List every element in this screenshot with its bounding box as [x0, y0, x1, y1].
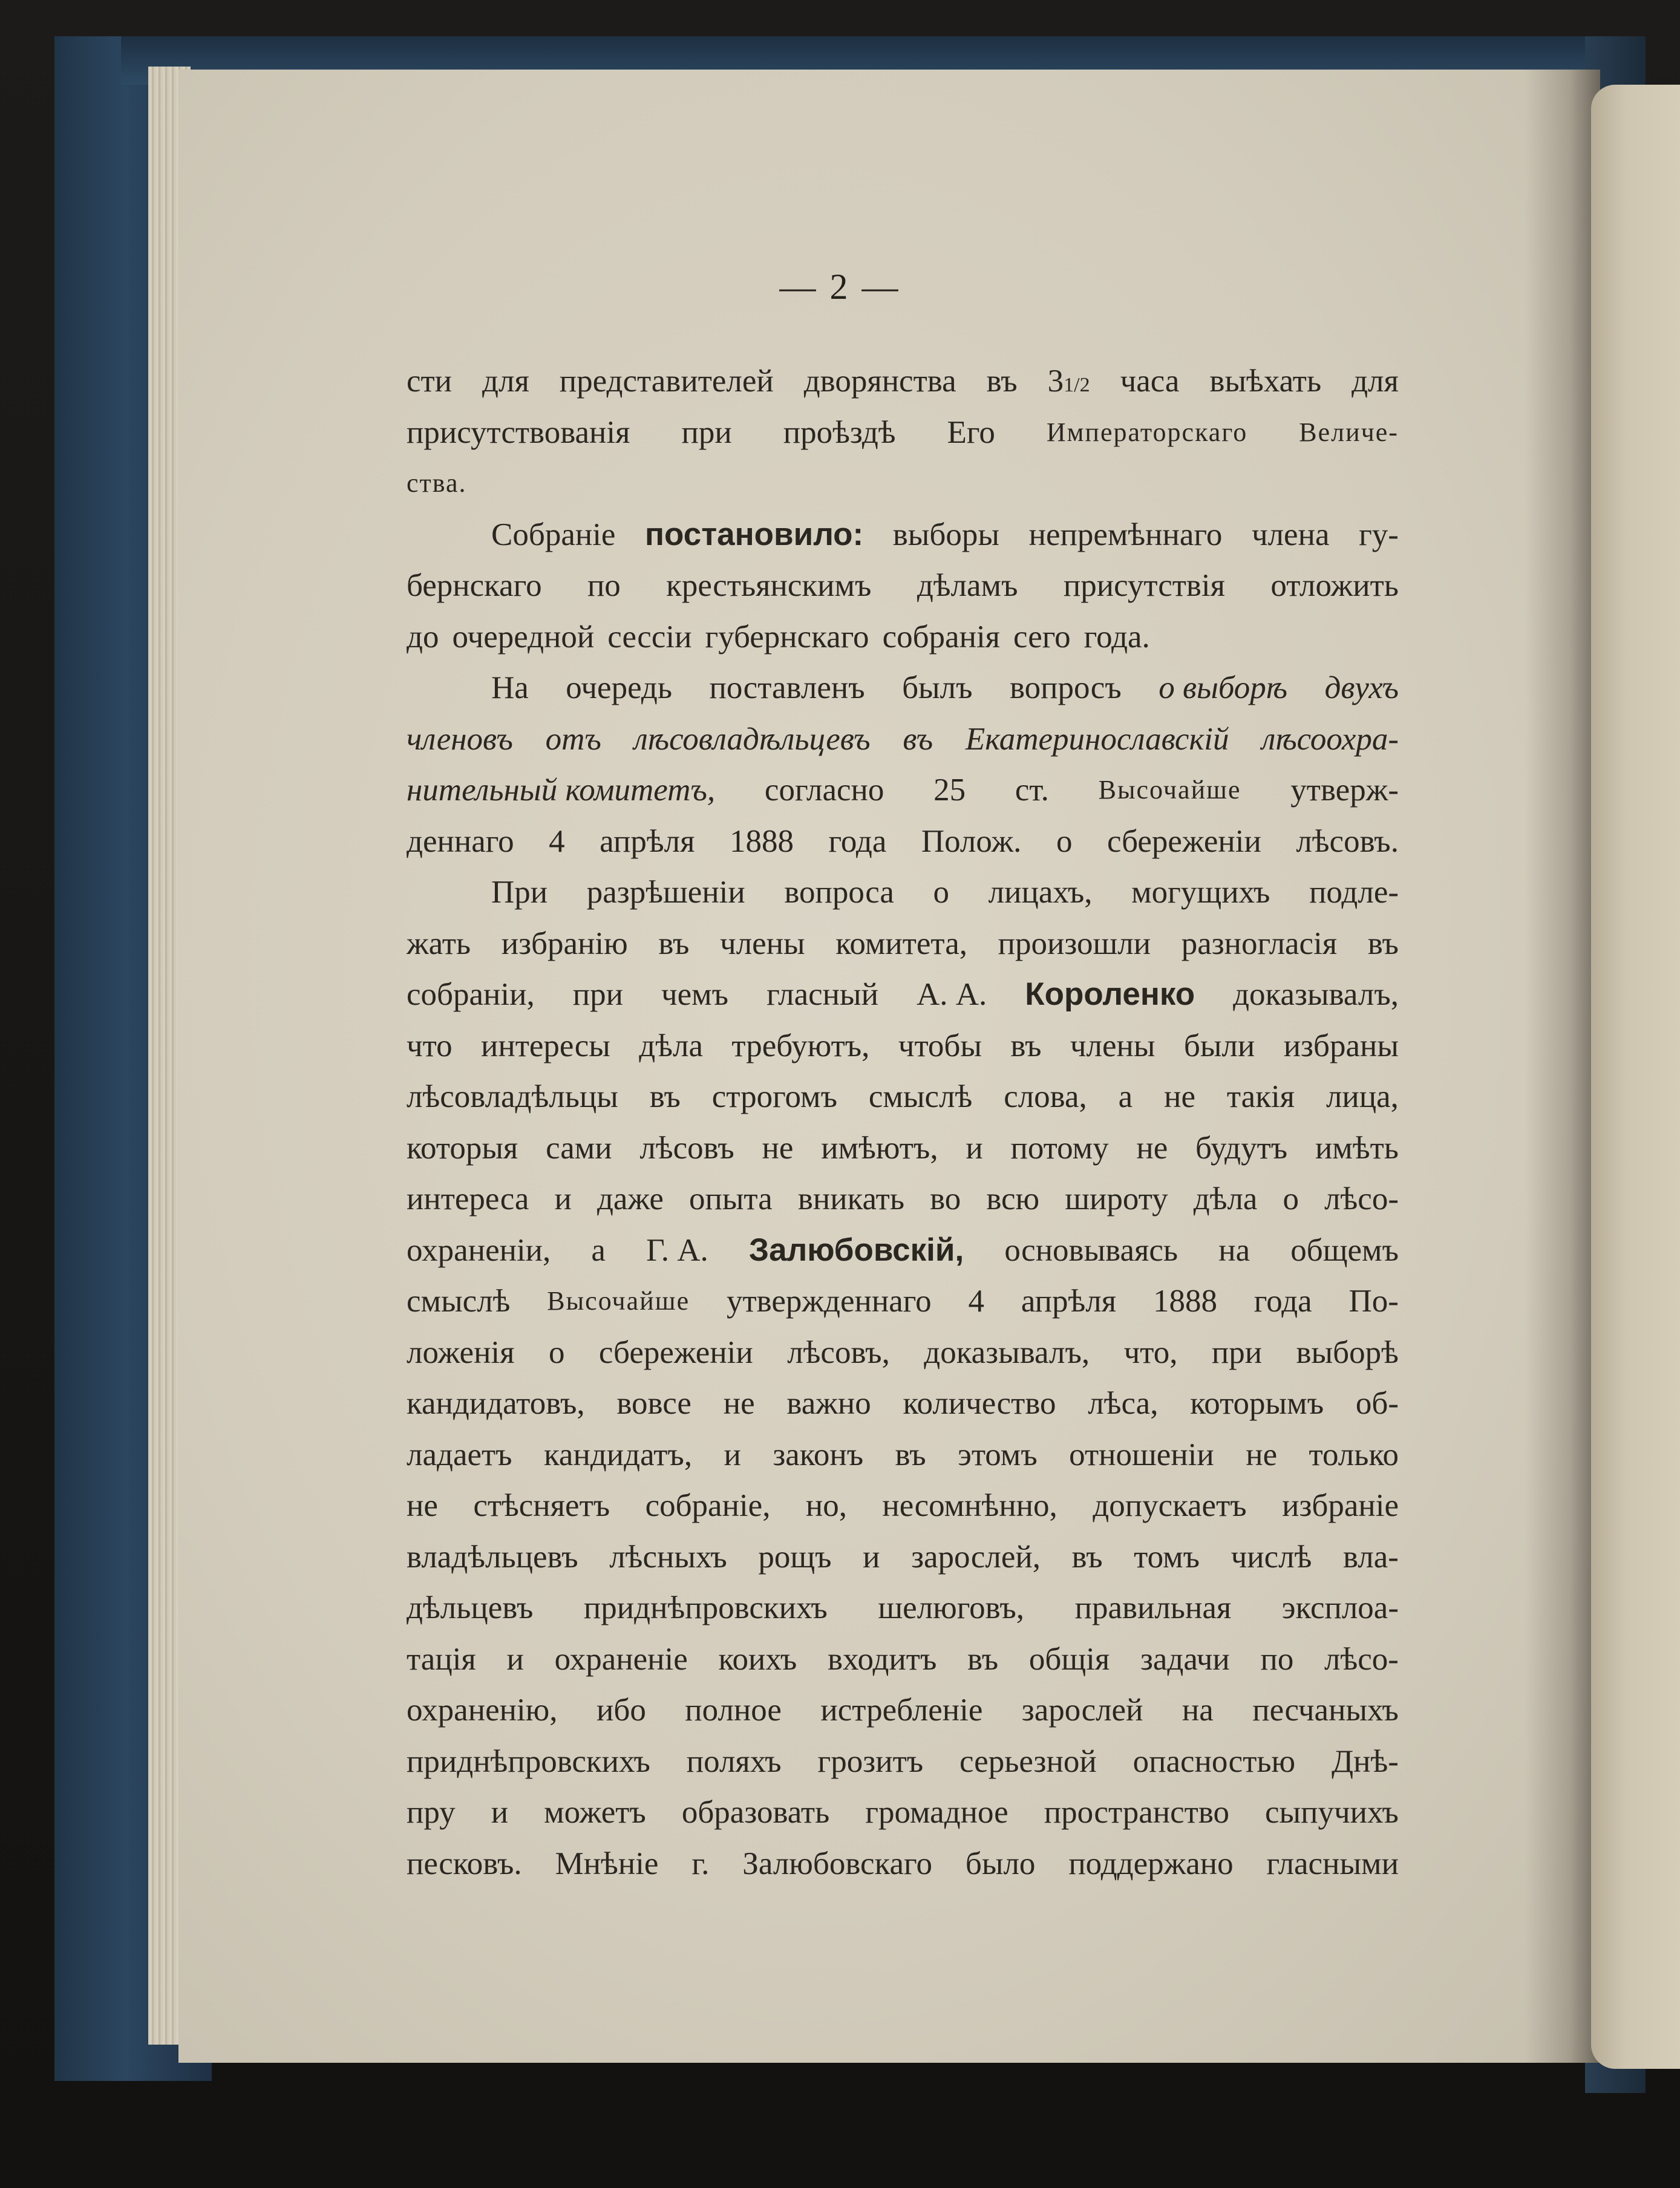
- fraction-value: 31/2: [1047, 364, 1090, 399]
- text-line: ладаетъ кандидатъ, и законъ въ этомъ отношеніи не только: [407, 1437, 1399, 1472]
- bold-name-korolenko: Короленко: [1025, 976, 1195, 1012]
- text-line: присутствованія при проѣздѣ Его Императорскаго Величе-: [407, 414, 1399, 450]
- body-text: [407, 356, 1399, 1889]
- text-line: сти для представителей дворянства въ 31/2 часа выѣхать для: [407, 356, 1399, 407]
- text-line: собраніи, при чемъ гласный А. А. Короленко доказывалъ,: [407, 969, 1399, 1021]
- text-line: нительный комитетъ, согласно 25 ст. Высочайше утверж-: [407, 772, 1399, 808]
- bold-emphasis: постановило:: [645, 516, 864, 552]
- text-line: песковъ. Мнѣніе г. Залюбовскаго было поддержано гласными: [407, 1846, 1399, 1881]
- text-line: ства.: [407, 468, 467, 498]
- text-line: деннаго 4 апрѣля 1888 года Полож. о сбереженіи лѣсовъ.: [407, 823, 1399, 859]
- text-line: бернскаго по крестьянскимъ дѣламъ присутствія отложить: [407, 568, 1399, 603]
- text-line: смыслѣ Высочайше утвержденнаго 4 апрѣля 1888 года По-: [407, 1284, 1399, 1319]
- text-line: которыя сами лѣсовъ не имѣютъ, и потому не будутъ имѣть: [407, 1130, 1399, 1166]
- page-number: — 2 —: [779, 267, 901, 307]
- text-line: ложенія о сбереженіи лѣсовъ, доказывалъ, что, при выборѣ: [407, 1334, 1399, 1370]
- text-line: членовъ отъ лѣсовладѣльцевъ въ Екатеринославскій лѣсоохра-: [407, 721, 1399, 757]
- text-line: владѣльцевъ лѣсныхъ рощъ и зарослей, въ томъ числѣ вла-: [407, 1539, 1399, 1575]
- page-gutter-shadow: [1525, 70, 1600, 2063]
- text-line: тація и охраненіе коихъ входитъ въ общія задачи по лѣсо-: [407, 1641, 1399, 1677]
- text-line: Собраніе постановило: выборы непремѣннаго члена гу-: [407, 509, 1399, 561]
- text-line: На очередь поставленъ былъ вопросъ о выборѣ двухъ: [491, 670, 1399, 705]
- text-line: приднѣпровскихъ поляхъ грозитъ серьезной опасностью Днѣ-: [407, 1743, 1399, 1779]
- text-line: жать избранію въ члены комитета, произошли разногласія въ: [407, 926, 1399, 961]
- facing-page-edge: [1591, 85, 1680, 2069]
- text-line: дѣльцевъ приднѣпровскихъ шелюговъ, правильная эксплоа-: [407, 1590, 1399, 1625]
- text-line: пру и можетъ образовать громадное пространство сыпучихъ: [407, 1795, 1399, 1830]
- text-line: до очередной сессіи губернскаго собранія сего года.: [407, 619, 1150, 655]
- bold-name-zalyubovsky: Залюбовскій,: [748, 1232, 964, 1268]
- text-line: охраненіи, а Г. А. Залюбовскій, основываясь на общемъ: [407, 1225, 1399, 1276]
- text-line: не стѣсняетъ собраніе, но, несомнѣнно, допускаетъ избраніе: [407, 1488, 1399, 1523]
- text-line: кандидатовъ, вовсе не важно количество лѣса, которымъ об-: [407, 1386, 1399, 1421]
- text-line: охраненію, ибо полное истребленіе зарослей на песчаныхъ: [407, 1693, 1399, 1728]
- text-line: интереса и даже опыта вникать во всю широту дѣла о лѣсо-: [407, 1181, 1399, 1216]
- text-line: что интересы дѣла требуютъ, чтобы въ члены были избраны: [407, 1028, 1399, 1063]
- text-line: лѣсовладѣльцы въ строгомъ смыслѣ слова, а не такія лица,: [407, 1079, 1399, 1114]
- text-line: При разрѣшеніи вопроса о лицахъ, могущихъ подле-: [491, 875, 1399, 910]
